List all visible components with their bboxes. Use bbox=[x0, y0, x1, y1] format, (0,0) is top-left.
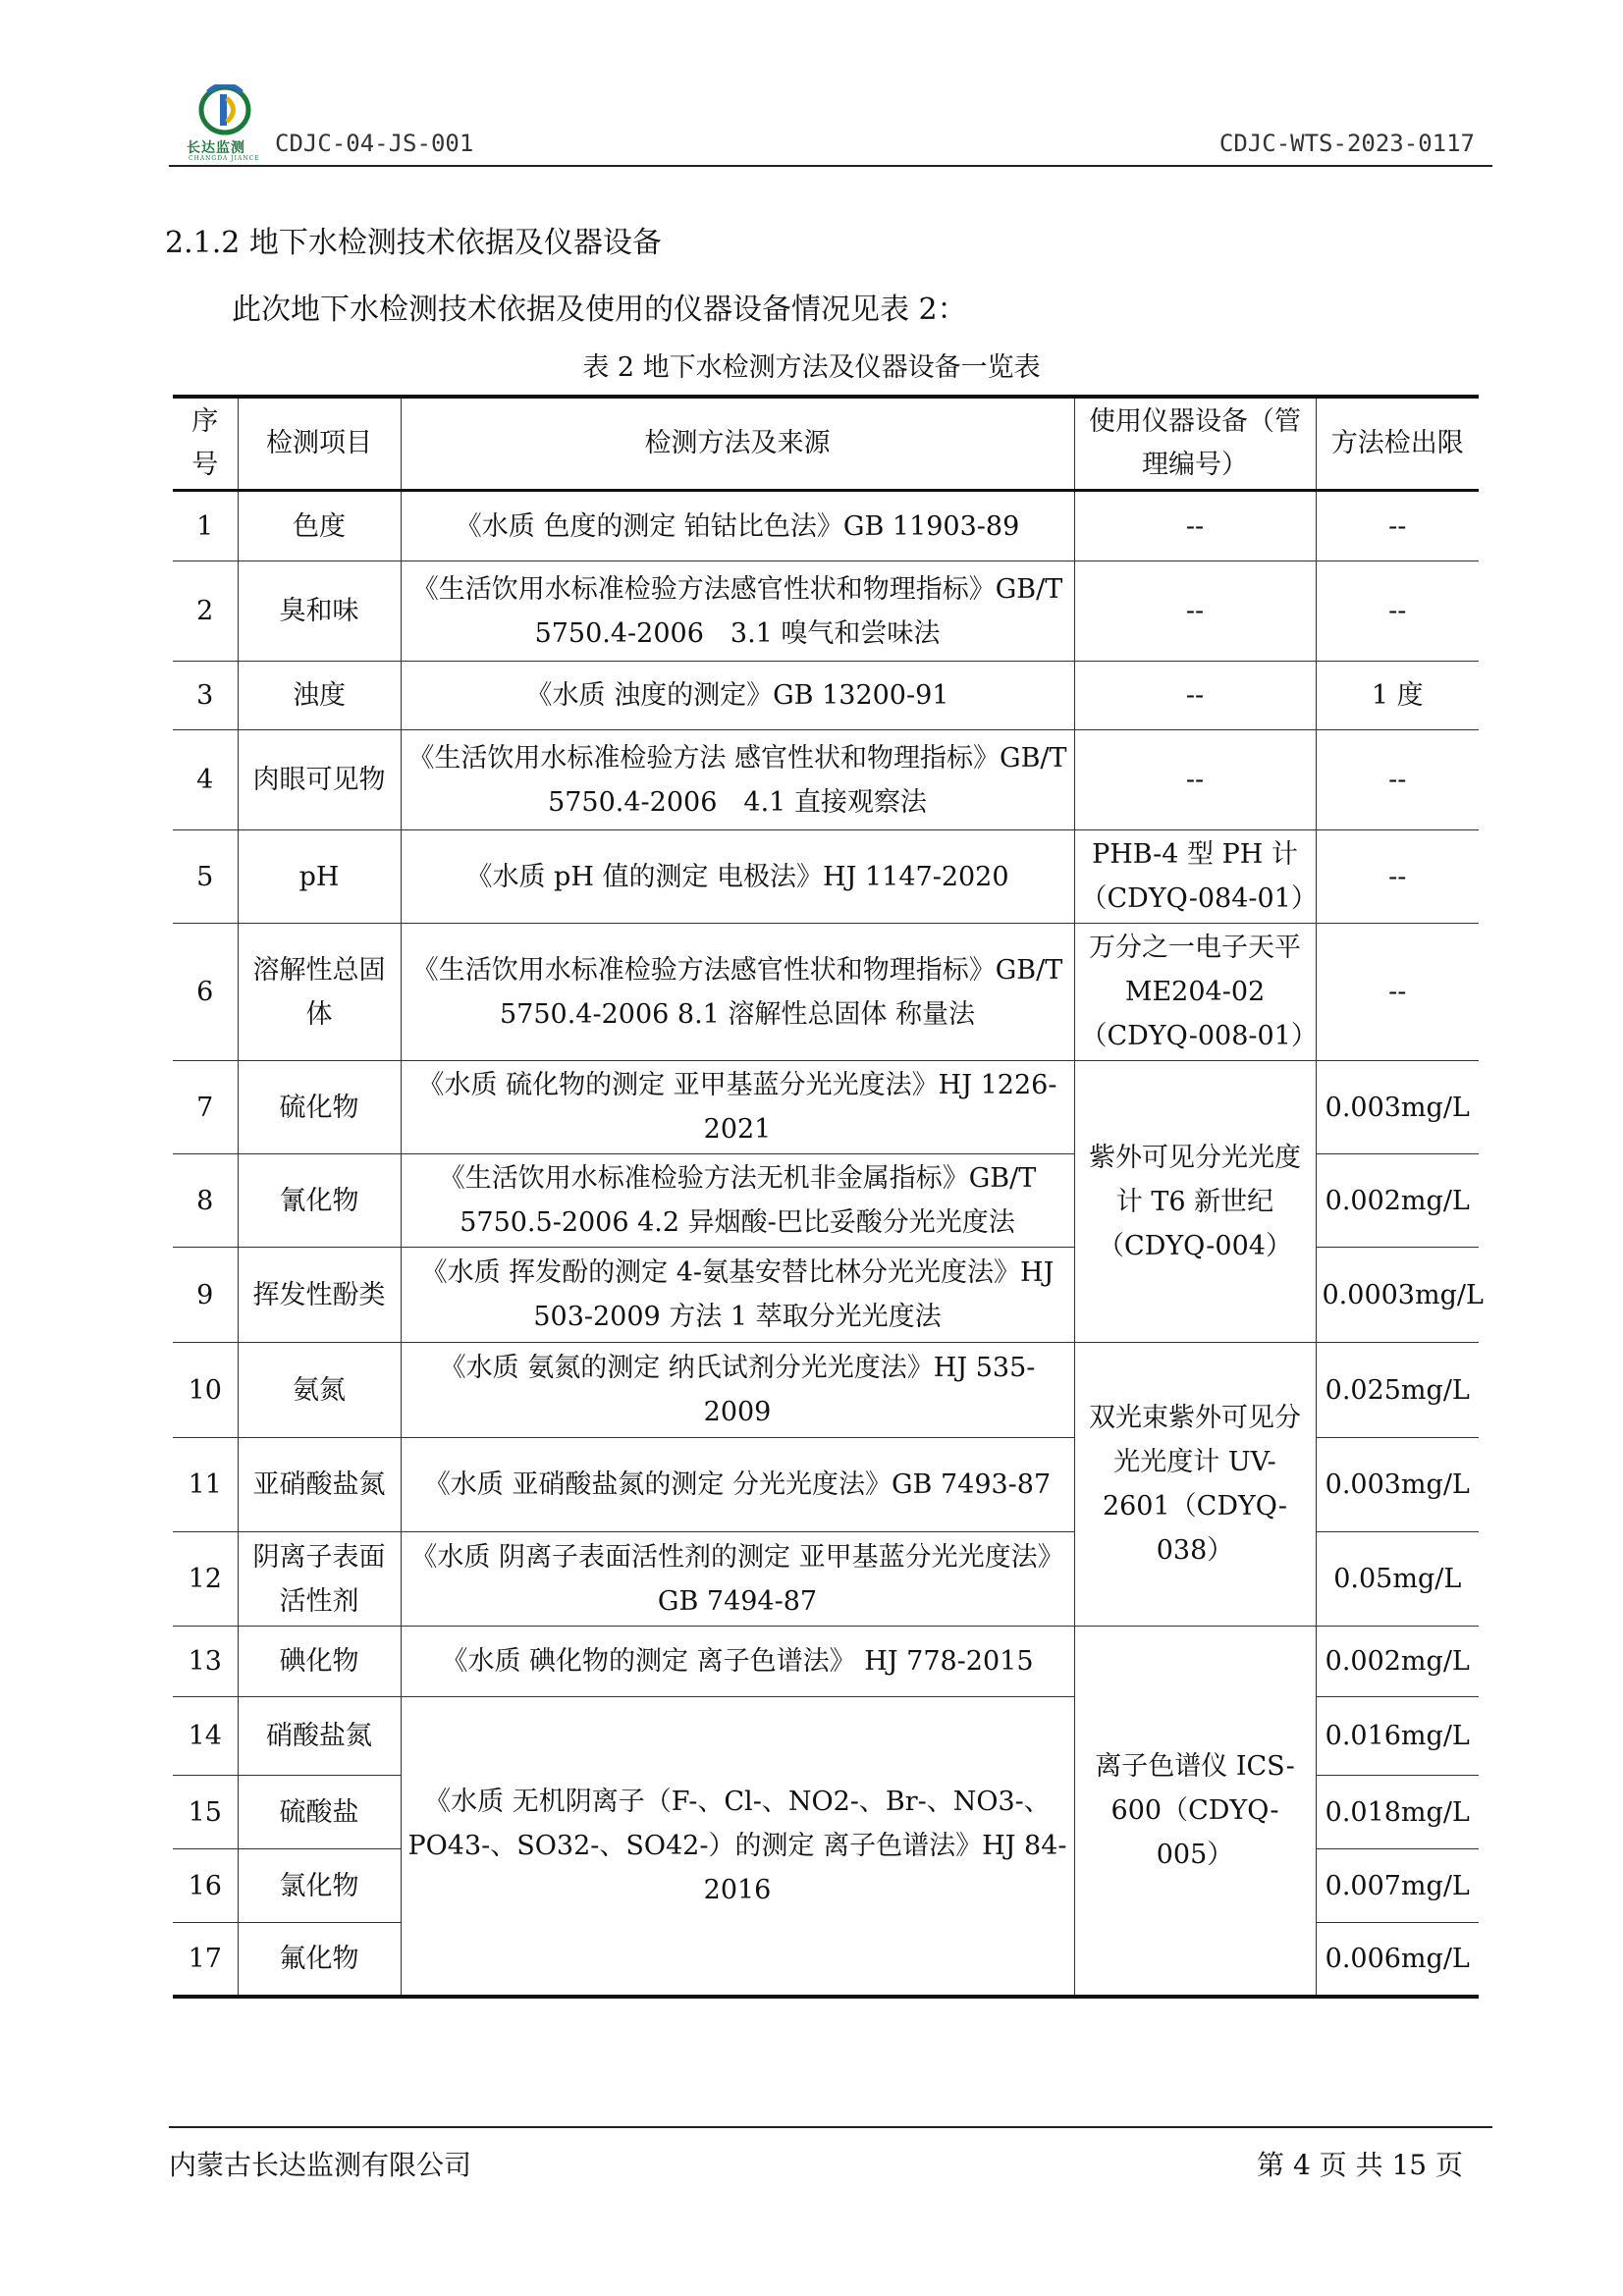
cell-limit: -- bbox=[1316, 924, 1479, 1061]
cell-limit: 0.016mg/L bbox=[1316, 1697, 1479, 1776]
cell-no: 2 bbox=[173, 561, 238, 662]
cell-item: 浊度 bbox=[238, 662, 401, 730]
cell-method: 《生活饮用水标准检验方法 感官性状和物理指标》GB/T 5750.4-2006 4.1 直接观察法 bbox=[401, 730, 1074, 830]
cell-no: 5 bbox=[173, 830, 238, 924]
table-title: 表 2 地下水检测方法及仪器设备一览表 bbox=[582, 352, 1041, 383]
cell-no: 12 bbox=[173, 1532, 238, 1627]
footer-page-number: 第 4 页 共 15 页 bbox=[1257, 2149, 1463, 2181]
table-row bbox=[173, 730, 1479, 830]
table-header-row bbox=[173, 397, 1479, 491]
header-cell-limit: 方法检出限 bbox=[1316, 397, 1479, 491]
cell-method: 《水质 碘化物的测定 离子色谱法》 HJ 778-2015 bbox=[401, 1627, 1074, 1697]
cell-method: 《水质 亚硝酸盐氮的测定 分光光度法》GB 7493-87 bbox=[401, 1438, 1074, 1532]
cell-instrument: 万分之一电子天平 ME204-02（CDYQ-008-01） bbox=[1074, 924, 1316, 1061]
cell-item: 硫化物 bbox=[238, 1061, 401, 1154]
cell-limit: 0.007mg/L bbox=[1316, 1849, 1479, 1923]
cell-instrument: -- bbox=[1074, 662, 1316, 730]
cell-no: 8 bbox=[173, 1154, 238, 1248]
cell-item: 臭和味 bbox=[238, 561, 401, 662]
table-row bbox=[173, 1627, 1479, 1697]
cell-item: 硫酸盐 bbox=[238, 1776, 401, 1849]
cell-no: 14 bbox=[173, 1697, 238, 1776]
cell-limit: 0.05mg/L bbox=[1316, 1532, 1479, 1627]
cell-instrument: -- bbox=[1074, 561, 1316, 662]
cell-no: 17 bbox=[173, 1923, 238, 1997]
cell-item: 亚硝酸盐氮 bbox=[238, 1438, 401, 1532]
cell-no: 7 bbox=[173, 1061, 238, 1154]
cell-instrument-uv2: 双光束紫外可见分光光度计 UV-2601（CDYQ-038） bbox=[1074, 1343, 1316, 1627]
cell-no: 3 bbox=[173, 662, 238, 730]
cell-instrument-uv: 紫外可见分光光度计 T6 新世纪（CDYQ-004） bbox=[1074, 1061, 1316, 1343]
cell-limit: 0.006mg/L bbox=[1316, 1923, 1479, 1997]
cell-no: 13 bbox=[173, 1627, 238, 1697]
cell-no: 16 bbox=[173, 1849, 238, 1923]
footer-company: 内蒙古长达监测有限公司 bbox=[169, 2149, 472, 2181]
cell-limit: 1 度 bbox=[1316, 662, 1479, 730]
header-cell-no: 序号 bbox=[173, 397, 238, 491]
cell-limit: -- bbox=[1316, 561, 1479, 662]
cell-limit: 0.0003mg/L bbox=[1316, 1248, 1479, 1343]
cell-method: 《水质 色度的测定 铂钴比色法》GB 11903-89 bbox=[401, 491, 1074, 561]
methods-table bbox=[173, 395, 1484, 1999]
cell-no: 10 bbox=[173, 1343, 238, 1438]
cell-no: 6 bbox=[173, 924, 238, 1061]
cell-method: 《水质 阴离子表面活性剂的测定 亚甲基蓝分光光度法》GB 7494-87 bbox=[401, 1532, 1074, 1627]
cell-item: 氯化物 bbox=[238, 1849, 401, 1923]
cell-item: 挥发性酚类 bbox=[238, 1248, 401, 1343]
cell-no: 15 bbox=[173, 1776, 238, 1849]
cell-limit: 0.003mg/L bbox=[1316, 1061, 1479, 1154]
cell-item: 氨氮 bbox=[238, 1343, 401, 1438]
cell-method: 《水质 氨氮的测定 纳氏试剂分光光度法》HJ 535-2009 bbox=[401, 1343, 1074, 1438]
section-title: 2.1.2 地下水检测技术依据及仪器设备 bbox=[165, 226, 662, 260]
cell-item: pH bbox=[238, 830, 401, 924]
doc-code-left: CDJC-04-JS-001 bbox=[275, 130, 474, 157]
table-row bbox=[173, 662, 1479, 730]
cell-item: 阴离子表面活性剂 bbox=[238, 1532, 401, 1627]
cell-limit: 0.025mg/L bbox=[1316, 1343, 1479, 1438]
cell-instrument: PHB-4 型 PH 计（CDYQ-084-01） bbox=[1074, 830, 1316, 924]
cell-method: 《水质 挥发酚的测定 4-氨基安替比林分光光度法》HJ 503-2009 方法 1 萃取分光光度法 bbox=[401, 1248, 1074, 1343]
logo-mark-icon bbox=[196, 84, 253, 135]
cell-limit: 0.003mg/L bbox=[1316, 1438, 1479, 1532]
table-row bbox=[173, 561, 1479, 662]
cell-limit: -- bbox=[1316, 830, 1479, 924]
logo-subtext: CHANGDA JIANCE bbox=[189, 155, 260, 162]
cell-method: 《水质 硫化物的测定 亚甲基蓝分光光度法》HJ 1226-2021 bbox=[401, 1061, 1074, 1154]
cell-item: 碘化物 bbox=[238, 1627, 401, 1697]
cell-no: 11 bbox=[173, 1438, 238, 1532]
cell-item: 色度 bbox=[238, 491, 401, 561]
table-row bbox=[173, 1343, 1479, 1438]
doc-code-right: CDJC-WTS-2023-0117 bbox=[1218, 130, 1475, 157]
cell-method: 《生活饮用水标准检验方法无机非金属指标》GB/T 5750.5-2006 4.2 异烟酸-巴比妥酸分光光度法 bbox=[401, 1154, 1074, 1248]
logo-text: 长达监测 bbox=[187, 140, 245, 156]
cell-no: 1 bbox=[173, 491, 238, 561]
cell-limit: 0.002mg/L bbox=[1316, 1154, 1479, 1248]
cell-limit: -- bbox=[1316, 491, 1479, 561]
table-row bbox=[173, 491, 1479, 561]
cell-instrument: -- bbox=[1074, 730, 1316, 830]
cell-method: 《水质 pH 值的测定 电极法》HJ 1147-2020 bbox=[401, 830, 1074, 924]
cell-limit: 0.002mg/L bbox=[1316, 1627, 1479, 1697]
cell-item: 溶解性总固体 bbox=[238, 924, 401, 1061]
header-cell-method: 检测方法及来源 bbox=[401, 397, 1074, 491]
cell-method: 《生活饮用水标准检验方法感官性状和物理指标》GB/T 5750.4-2006 8.1 溶解性总固体 称量法 bbox=[401, 924, 1074, 1061]
table-row bbox=[173, 1061, 1479, 1154]
table-row bbox=[173, 830, 1479, 924]
company-logo bbox=[187, 84, 265, 162]
intro-paragraph: 此次地下水检测技术依据及使用的仪器设备情况见表 2： bbox=[232, 293, 967, 327]
table-row bbox=[173, 924, 1479, 1061]
cell-method: 《水质 浊度的测定》GB 13200-91 bbox=[401, 662, 1074, 730]
cell-item: 氟化物 bbox=[238, 1923, 401, 1997]
cell-instrument: -- bbox=[1074, 491, 1316, 561]
cell-no: 9 bbox=[173, 1248, 238, 1343]
cell-limit: 0.018mg/L bbox=[1316, 1776, 1479, 1849]
cell-method-ic: 《水质 无机阴离子（F-、Cl-、NO2-、Br-、NO3-、PO43-、SO32-、SO42-）的测定 离子色谱法》HJ 84-2016 bbox=[401, 1697, 1074, 1997]
cell-limit: -- bbox=[1316, 730, 1479, 830]
cell-item: 硝酸盐氮 bbox=[238, 1697, 401, 1776]
cell-instrument-ic: 离子色谱仪 ICS-600（CDYQ-005） bbox=[1074, 1627, 1316, 1997]
header-cell-item: 检测项目 bbox=[238, 397, 401, 491]
page-header bbox=[169, 80, 1492, 167]
cell-item: 氰化物 bbox=[238, 1154, 401, 1248]
header-cell-instrument: 使用仪器设备（管理编号） bbox=[1074, 397, 1316, 491]
cell-item: 肉眼可见物 bbox=[238, 730, 401, 830]
page-footer bbox=[169, 2126, 1492, 2181]
cell-method: 《生活饮用水标准检验方法感官性状和物理指标》GB/T 5750.4-2006 3.1 嗅气和尝味法 bbox=[401, 561, 1074, 662]
cell-no: 4 bbox=[173, 730, 238, 830]
